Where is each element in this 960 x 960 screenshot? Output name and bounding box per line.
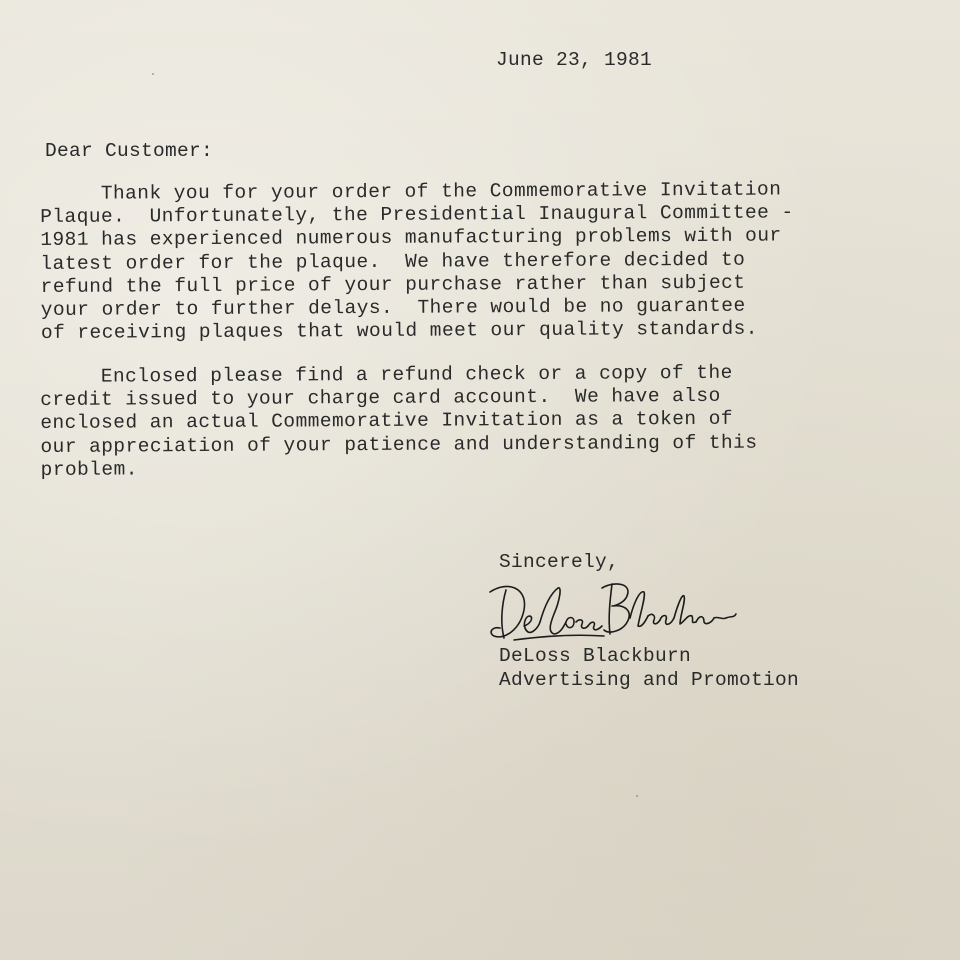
- salutation: Dear Customer:: [45, 140, 214, 162]
- paper-speck: [636, 795, 638, 797]
- paragraph-line: refund the full price of your purchase rather than subject: [40, 271, 746, 298]
- signer-name: DeLoss Blackburn: [499, 645, 692, 667]
- paragraph-1: [40, 178, 941, 346]
- closing: Sincerely,: [499, 551, 620, 573]
- handwritten-signature: [484, 578, 744, 648]
- paragraph-2: [40, 361, 941, 483]
- paragraph-line: our appreciation of your patience and understanding of this: [40, 431, 758, 458]
- paragraph-line: 1981 has experienced numerous manufacturing problems with our: [40, 224, 782, 252]
- paragraph-line: Enclosed please find a refund check or a copy of the: [40, 361, 733, 388]
- paragraph-line: Plaque. Unfortunately, the Presidential Inaugural Committee -: [40, 201, 794, 229]
- paragraph-line: problem.: [40, 458, 138, 481]
- closing-block: [499, 550, 939, 574]
- signer-title: Advertising and Promotion: [499, 669, 800, 691]
- letter-date: June 23, 1981: [496, 49, 653, 71]
- paragraph-line: latest order for the plaque. We have therefore decided to: [40, 248, 746, 275]
- paragraph-line: Thank you for your order of the Commemorative Invitation: [40, 178, 782, 205]
- signer-block: [499, 644, 939, 692]
- paragraph-line: credit issued to your charge card account. We have also: [40, 385, 721, 412]
- paragraph-line: enclosed an actual Commemorative Invitation as a token of: [40, 408, 734, 435]
- paper-speck: [152, 73, 154, 75]
- paragraph-line: your order to further delays. There would be no guarantee: [40, 294, 746, 322]
- paragraph-line: of receiving plaques that would meet our quality standards.: [40, 317, 758, 345]
